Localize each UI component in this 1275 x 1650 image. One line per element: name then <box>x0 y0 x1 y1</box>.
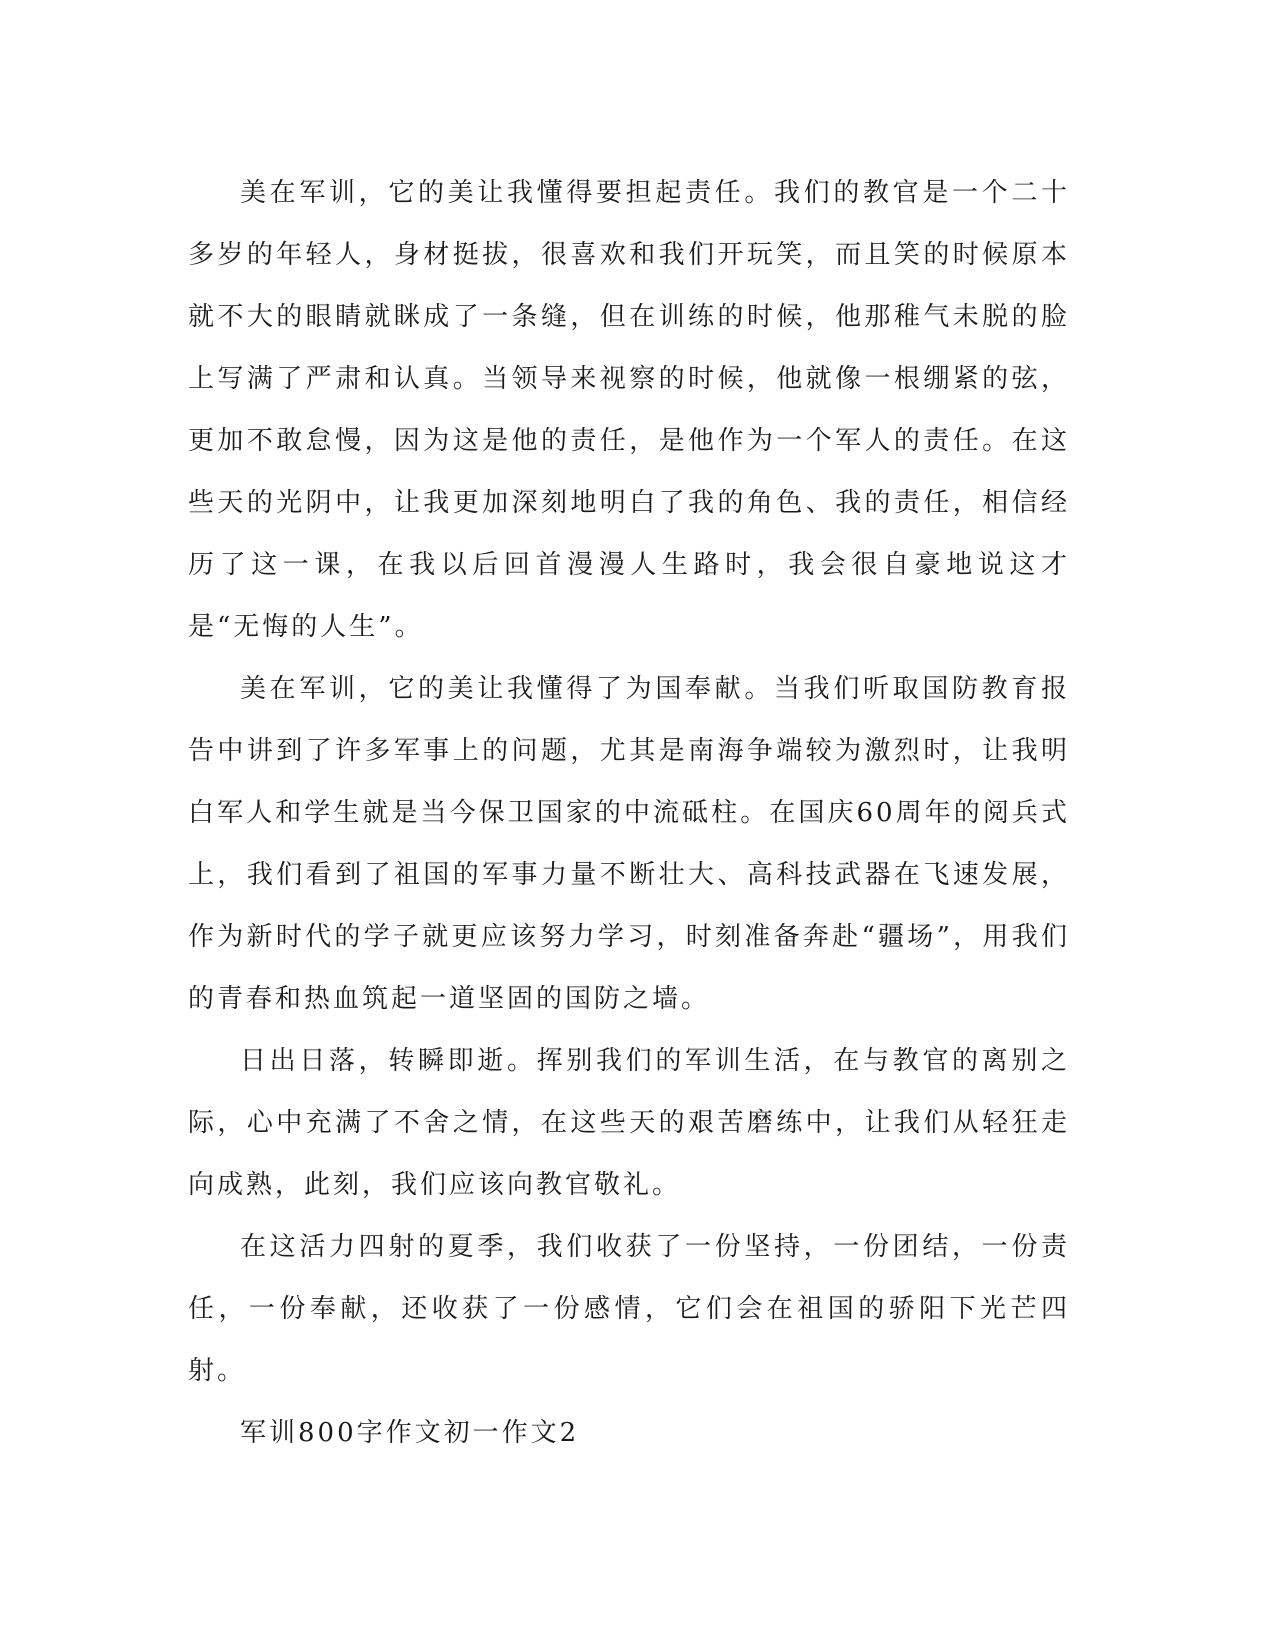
paragraph-summer: 在这活力四射的夏季，我们收获了一份坚持，一份团结，一份责任，一份奉献，还收获了一份感情，它们会在祖国的骄阳下光芒四射。 <box>188 1232 1070 1386</box>
document-body <box>188 162 1070 1464</box>
paragraph-dedication: 美在军训，它的美让我懂得了为国奉献。当我们听取国防教育报告中讲到了许多军事上的问题，尤其是南海争端较为激烈时，让我明白军人和学生就是当今保卫国家的中流砥柱。在国庆60周年的阅兵式上，我们看到了祖国的军事力量不断壮大、高科技武器在飞速发展，作为新时代的学子就更应该努力学习，时刻准备奔赴“疆场”，用我们的青春和热血筑起一道坚固的国防之墙。 <box>188 674 1070 1014</box>
paragraph-responsibility: 美在军训，它的美让我懂得要担起责任。我们的教官是一个二十多岁的年轻人，身材挺拔，很喜欢和我们开玩笑，而且笑的时候原本就不大的眼睛就眯成了一条缝，但在训练的时候，他那稚气未脱的脸上写满了严肃和认真。当领导来视察的时候，他就像一根绷紧的弦，更加不敢怠慢，因为这是他的责任，是他作为一个军人的责任。在这些天的光阴中，让我更加深刻地明白了我的角色、我的责任，相信经历了这一课，在我以后回首漫漫人生路时，我会很自豪地说这才是“无悔的人生”。 <box>188 178 1070 642</box>
essay-heading: 军训800字作文初一作文2 <box>240 1418 580 1448</box>
paragraph-farewell: 日出日落，转瞬即逝。挥别我们的军训生活，在与教官的离别之际，心中充满了不舍之情，在这些天的艰苦磨练中，让我们从轻狂走向成熟，此刻，我们应该向教官敬礼。 <box>188 1046 1070 1200</box>
